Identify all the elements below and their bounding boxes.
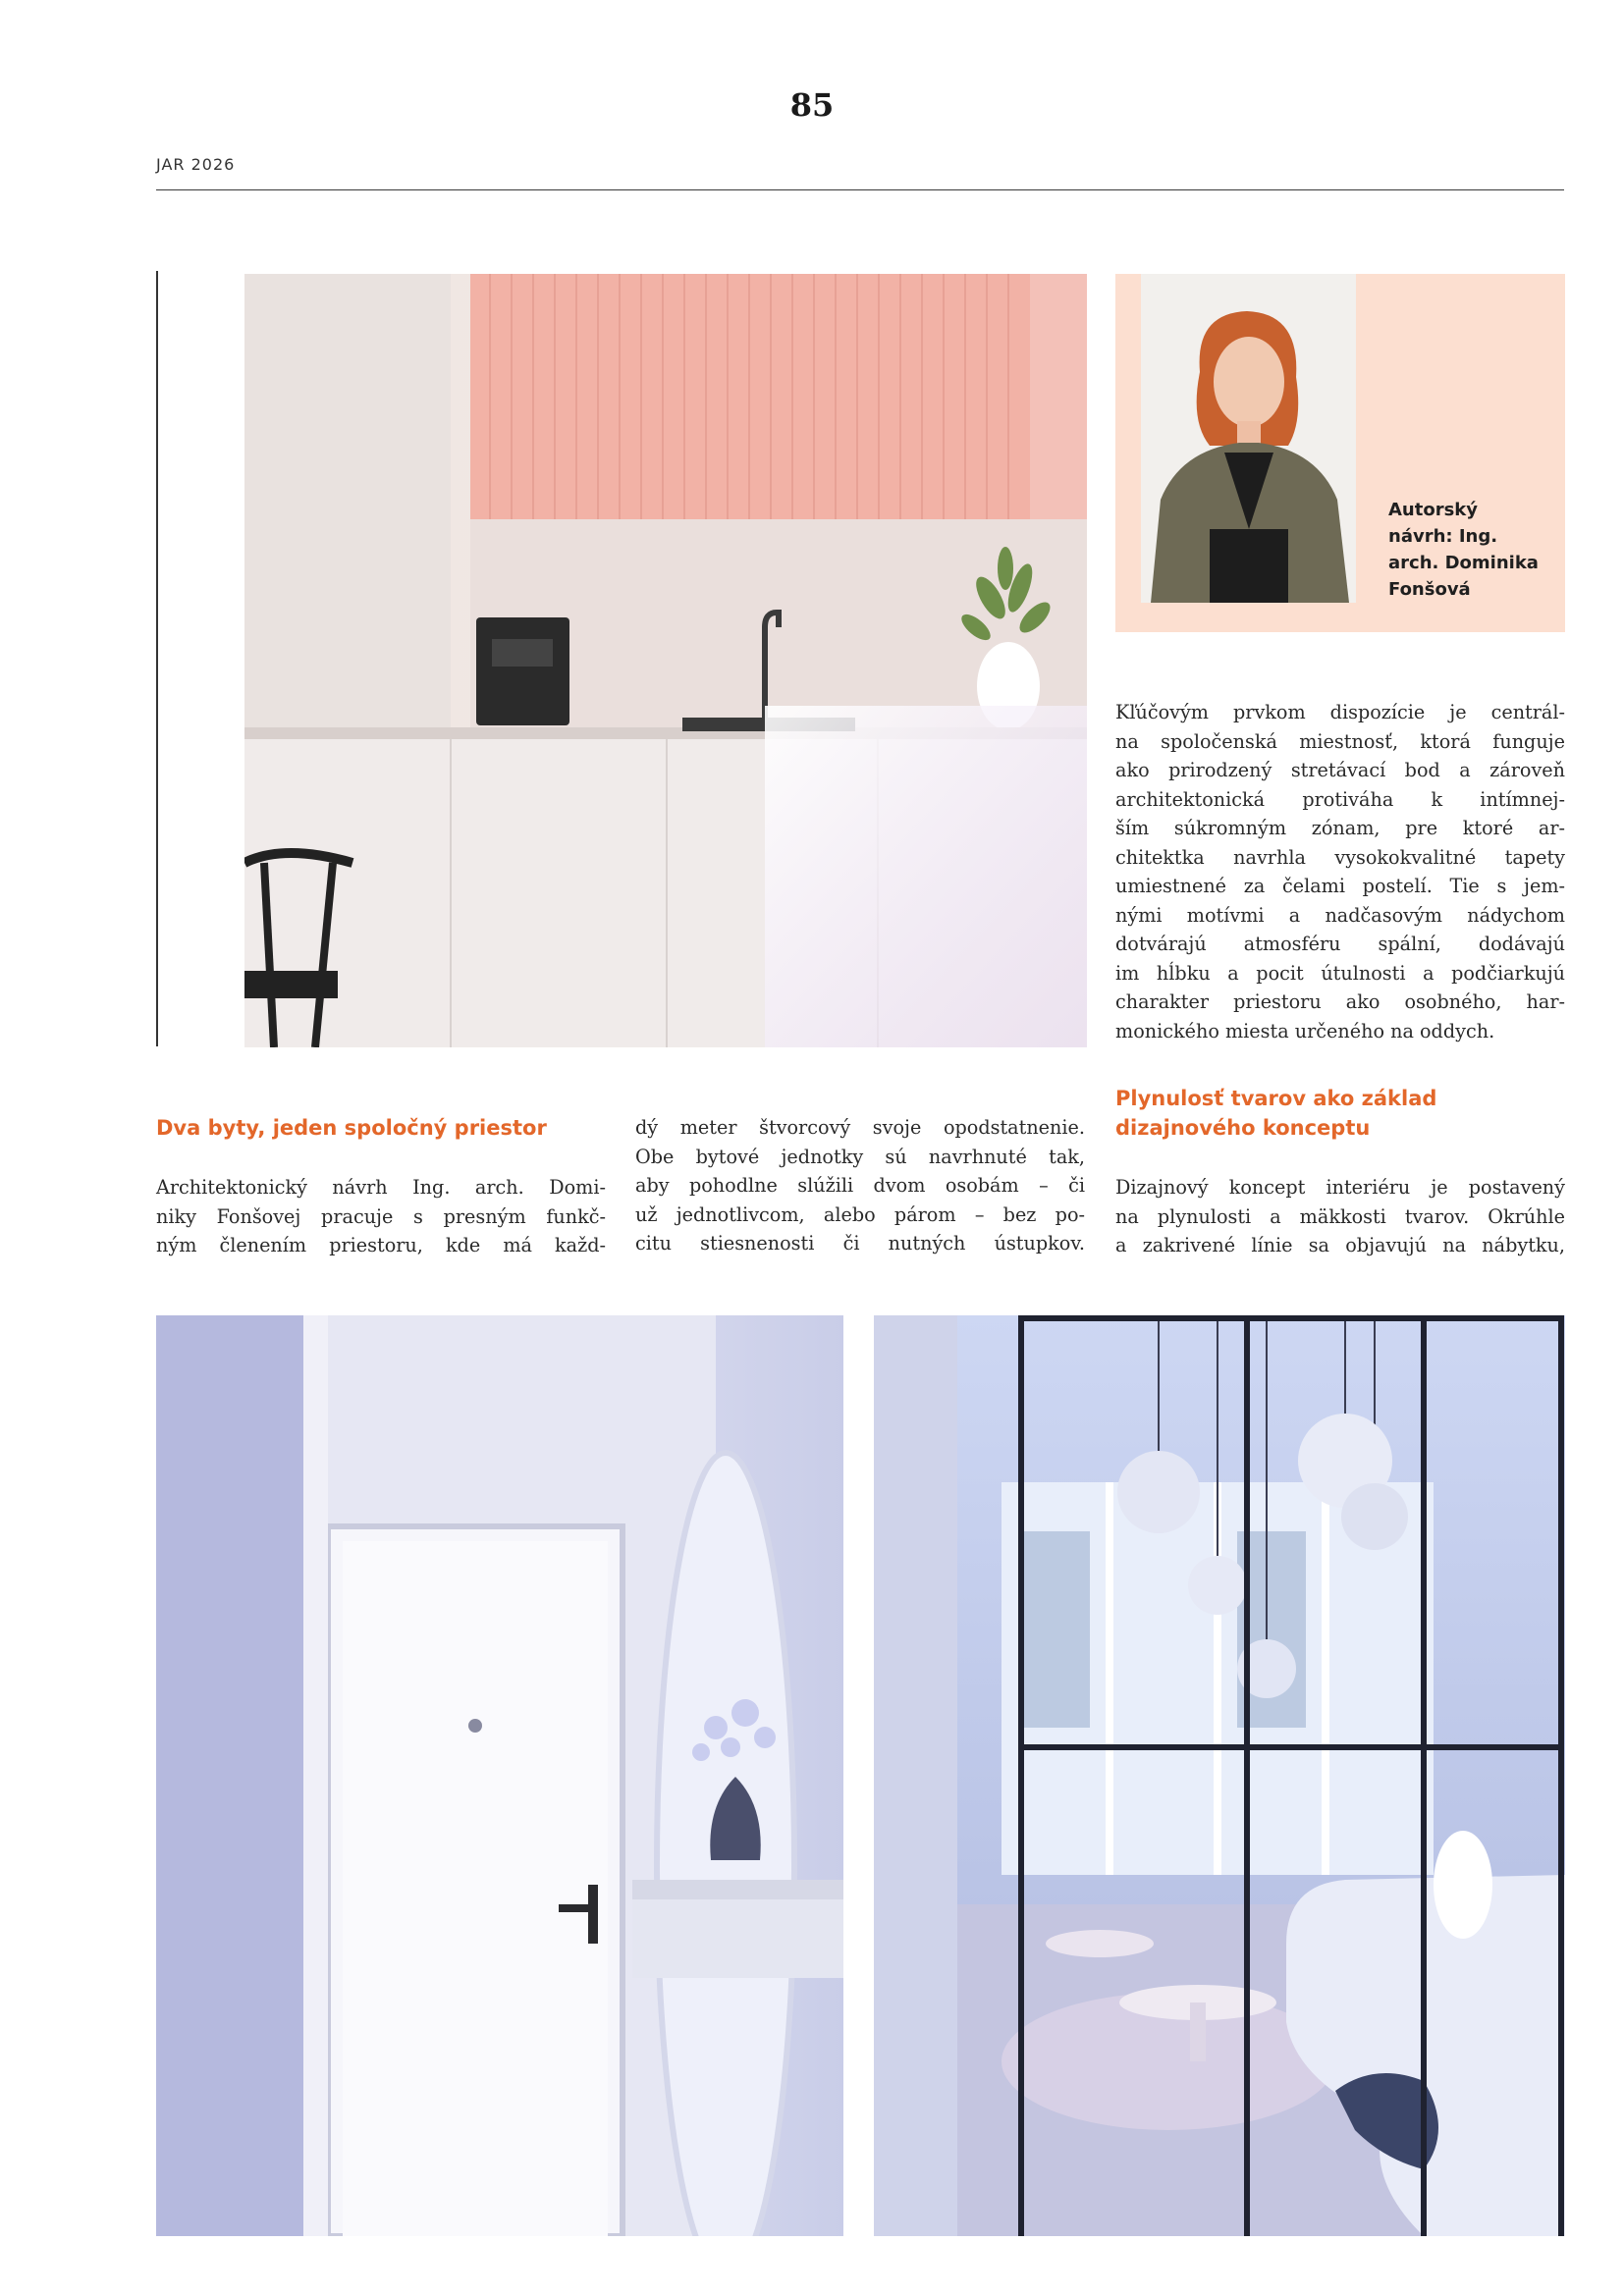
author-caption-line: Fonšová bbox=[1388, 579, 1471, 600]
text-line: Kľúčovým prvkom dispozície je centrál- bbox=[1115, 701, 1565, 723]
author-caption-line: návrh: Ing. bbox=[1388, 526, 1498, 547]
text-line: na plynulosti a mäkkosti tvarov. Okrúhle bbox=[1115, 1204, 1565, 1228]
text-line: nými motívmi a nadčasovým nádychom bbox=[1115, 903, 1565, 927]
text-line: ným členením priestoru, kde má každ- bbox=[156, 1234, 606, 1256]
text-line: na spoločenská miestnosť, ktorá funguje bbox=[1115, 729, 1565, 753]
author-caption-line: arch. Dominika bbox=[1388, 553, 1539, 573]
section-heading: Dva byty, jeden spoločný priestor bbox=[156, 1116, 547, 1140]
text-line: monického miesta určeného na oddych. bbox=[1115, 1019, 1495, 1042]
text-line: Dizajnový koncept interiéru je postavený bbox=[1115, 1176, 1565, 1199]
text-line: chitektka navrhla vysokokvalitné tapety bbox=[1115, 845, 1565, 869]
header-rule bbox=[156, 189, 1564, 190]
body-text-col2 bbox=[635, 1113, 1085, 1258]
body-text-col3-lower bbox=[1115, 1173, 1565, 1260]
body-text-col1 bbox=[156, 1173, 606, 1260]
author-caption bbox=[1388, 497, 1555, 603]
text-line: niky Fonšovej pracuje s presným funkč- bbox=[156, 1204, 606, 1228]
text-line: citu stiesnenosti či nutných ústupkov. bbox=[635, 1232, 1085, 1255]
hallway-photo bbox=[156, 1315, 843, 2236]
section-heading-line: Plynulosť tvarov ako základ bbox=[1115, 1087, 1437, 1110]
text-line: architektonická protiváha k intímnej- bbox=[1115, 787, 1565, 811]
section-heading-line: dizajnového konceptu bbox=[1115, 1116, 1371, 1140]
issue-label: JAR 2026 bbox=[156, 155, 236, 174]
text-line: aby pohodlne slúžili dvom osobám – či bbox=[635, 1174, 1085, 1197]
text-line: charakter priestoru ako osobného, har- bbox=[1115, 990, 1565, 1013]
text-line: dotvárajú atmosféru spální, dodávajú bbox=[1115, 933, 1565, 955]
text-line: Obe bytové jednotky sú navrhnuté tak, bbox=[635, 1145, 1085, 1168]
author-portrait bbox=[1141, 274, 1356, 603]
text-line: ako prirodzený stretávací bod a zároveň bbox=[1115, 759, 1565, 781]
text-line: umiestnené za čelami postelí. Tie s jem- bbox=[1115, 875, 1565, 897]
figure-accent-line bbox=[156, 271, 158, 1046]
text-line: Architektonický návrh Ing. arch. Domi- bbox=[156, 1176, 606, 1199]
text-line: už jednotlivcom, alebo párom – bez po- bbox=[635, 1202, 1085, 1226]
author-caption-line: Autorský bbox=[1388, 500, 1479, 520]
text-line: a zakrivené línie sa objavujú na nábytku, bbox=[1115, 1234, 1565, 1256]
kitchen-photo bbox=[244, 274, 1087, 1047]
page-number: 85 bbox=[789, 86, 835, 124]
text-line: ším súkromným zónam, pre ktoré ar- bbox=[1115, 817, 1565, 839]
text-line: im hĺbku a pocit útulnosti a podčiarkujú bbox=[1115, 961, 1565, 985]
section-heading bbox=[1115, 1084, 1567, 1143]
text-line: dý meter štvorcový svoje opodstatnenie. bbox=[635, 1116, 1085, 1139]
living-room-photo bbox=[874, 1315, 1565, 2236]
body-text-col3-upper bbox=[1115, 698, 1565, 1045]
